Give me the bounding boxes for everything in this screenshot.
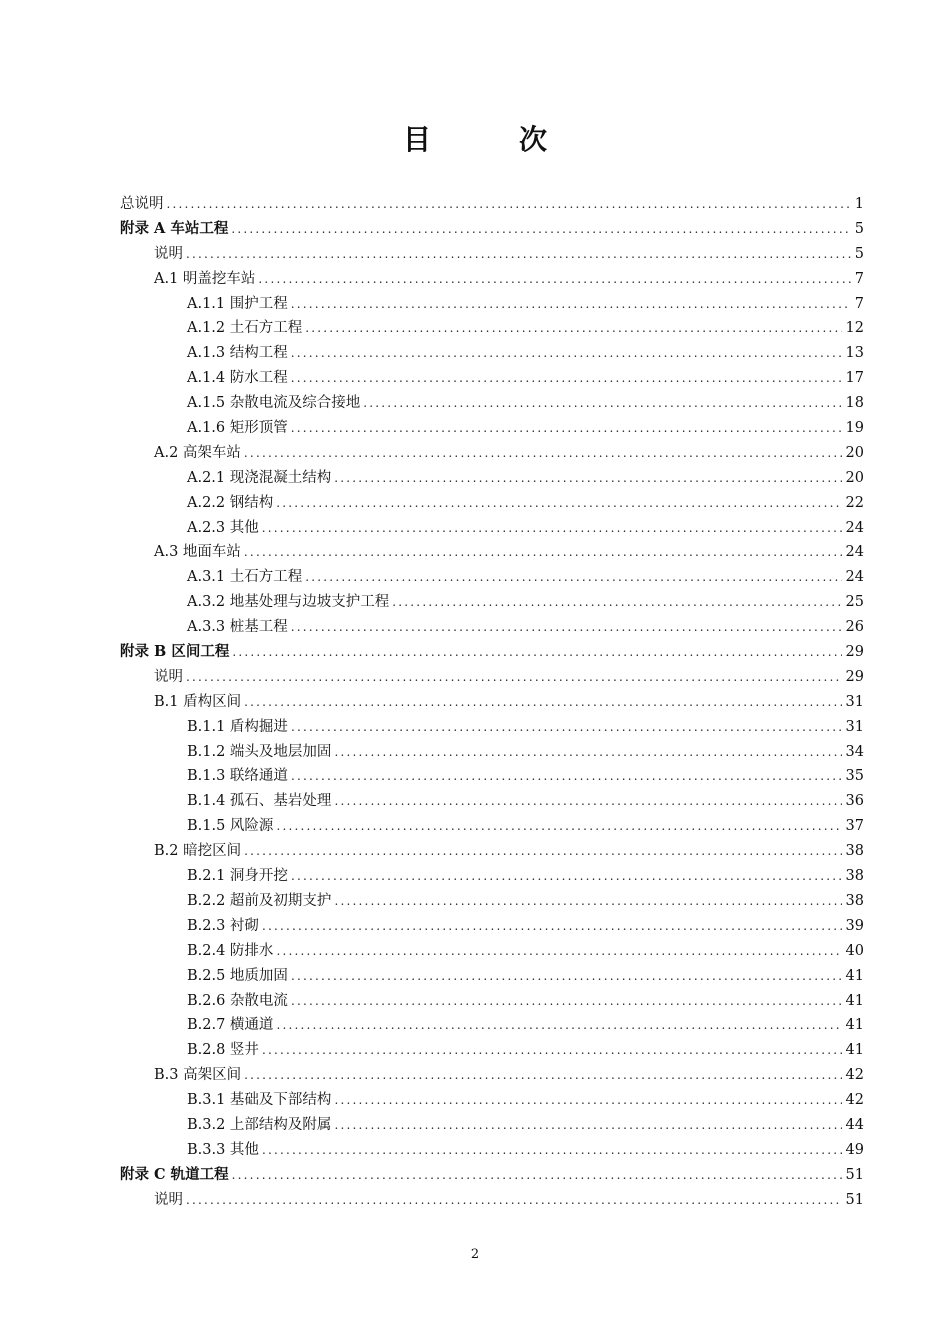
toc-entry[interactable] [120, 640, 864, 665]
toc-entry[interactable] [120, 939, 864, 964]
toc-entry[interactable] [120, 341, 864, 366]
toc-entry-label: 附录 C 轨道工程 [120, 1165, 229, 1183]
toc-dot-leader [291, 964, 842, 989]
toc-dot-leader [244, 441, 842, 466]
toc-dot-leader [334, 789, 841, 814]
toc-entry-page: 51 [845, 1166, 864, 1183]
toc-entry-page: 7 [854, 295, 864, 312]
toc-entry-label: A.1.5 杂散电流及综合接地 [187, 395, 361, 412]
toc-dot-leader [334, 740, 841, 765]
toc-entry-page: 24 [845, 569, 864, 586]
toc-entry-label: 说明 [154, 245, 183, 262]
toc-entry-label: B.3 高架区间 [154, 1067, 242, 1084]
toc-entry-page: 5 [854, 245, 864, 262]
toc-entry[interactable] [120, 516, 864, 541]
toc-dot-leader [291, 989, 842, 1014]
toc-dot-leader [262, 914, 842, 939]
toc-entry-page: 17 [845, 370, 864, 387]
toc-dot-leader [262, 516, 842, 541]
toc-entry-page: 42 [845, 1092, 864, 1109]
toc-entry-page: 26 [845, 619, 864, 636]
toc-entry-label: A.3 地面车站 [154, 544, 241, 561]
toc-dot-leader [186, 665, 842, 690]
toc-entry-label: A.2.2 钢结构 [187, 494, 274, 511]
toc-entry-page: 35 [845, 768, 864, 785]
toc-entry[interactable] [120, 989, 864, 1014]
toc-entry-label: B.1.5 风险源 [187, 818, 274, 835]
toc-entry-page: 12 [845, 320, 864, 337]
toc-entry[interactable] [120, 192, 864, 217]
toc-entry-label: 附录 B 区间工程 [120, 643, 230, 661]
toc-entry-page: 31 [845, 718, 864, 735]
toc-dot-leader [291, 715, 842, 740]
toc-entry-label: B.2.4 防排水 [187, 942, 274, 959]
toc-dot-leader [231, 217, 850, 242]
toc-entry[interactable] [120, 789, 864, 814]
toc-entry-page: 24 [845, 519, 864, 536]
toc-entry-page: 34 [845, 743, 864, 760]
toc-entry[interactable] [120, 1013, 864, 1038]
toc-entry[interactable] [120, 1163, 864, 1188]
toc-entry-label: 说明 [154, 668, 183, 685]
toc-dot-leader [262, 1038, 842, 1063]
toc-entry[interactable] [120, 864, 864, 889]
toc-entry-page: 29 [845, 668, 864, 685]
toc-entry[interactable] [120, 565, 864, 590]
toc-entry-label: 说明 [154, 1191, 183, 1208]
toc-entry-page: 24 [845, 544, 864, 561]
toc-entry-label: B.2.7 横通道 [187, 1017, 274, 1034]
toc-entry[interactable] [120, 441, 864, 466]
toc-entry[interactable] [120, 316, 864, 341]
toc-entry-page: 19 [845, 420, 864, 437]
toc-entry[interactable] [120, 615, 864, 640]
toc-entry[interactable] [120, 1088, 864, 1113]
toc-entry-label: B.2.8 竖井 [187, 1042, 259, 1059]
toc-dot-leader [305, 316, 841, 341]
toc-entry-label: B.2.2 超前及初期支护 [187, 892, 332, 909]
toc-entry[interactable] [120, 964, 864, 989]
toc-entry[interactable] [120, 1113, 864, 1138]
toc-dot-leader [186, 1188, 842, 1213]
toc-entry-label: A.1.3 结构工程 [187, 345, 288, 362]
toc-entry[interactable] [120, 814, 864, 839]
toc-dot-leader [291, 341, 842, 366]
toc-dot-leader [244, 690, 841, 715]
toc-entry-page: 25 [845, 594, 864, 611]
toc-entry-label: B.2.6 杂散电流 [187, 992, 288, 1009]
toc-entry[interactable] [120, 267, 864, 292]
toc-entry-page: 38 [845, 868, 864, 885]
toc-entry-label: A.1 明盖挖车站 [154, 270, 256, 287]
toc-entry-page: 39 [845, 917, 864, 934]
toc-dot-leader [291, 764, 842, 789]
table-of-contents [120, 192, 864, 1213]
toc-entry[interactable] [120, 242, 864, 267]
toc-entry[interactable] [120, 914, 864, 939]
toc-dot-leader [244, 839, 841, 864]
toc-entry-page: 29 [845, 644, 864, 661]
toc-entry-label: B.2.3 衬砌 [187, 917, 259, 934]
toc-entry[interactable] [120, 366, 864, 391]
toc-dot-leader [363, 391, 841, 416]
toc-entry[interactable] [120, 740, 864, 765]
toc-dot-leader [262, 1138, 842, 1163]
toc-entry-page: 41 [845, 1017, 864, 1034]
toc-entry-page: 7 [854, 270, 864, 287]
toc-dot-leader [291, 864, 842, 889]
toc-entry-page: 37 [845, 818, 864, 835]
toc-entry-page: 38 [845, 892, 864, 909]
toc-entry-page: 42 [845, 1067, 864, 1084]
toc-dot-leader [258, 267, 850, 292]
toc-entry[interactable] [120, 665, 864, 690]
toc-dot-leader [334, 466, 841, 491]
toc-entry[interactable] [120, 491, 864, 516]
toc-entry-page: 18 [845, 395, 864, 412]
toc-entry[interactable] [120, 217, 864, 242]
toc-entry-page: 41 [845, 967, 864, 984]
toc-entry-label: B.3.3 其他 [187, 1141, 259, 1158]
toc-entry[interactable] [120, 690, 864, 715]
toc-entry-label: A.3.2 地基处理与边坡支护工程 [187, 594, 390, 611]
toc-entry-label: B.2.1 洞身开挖 [187, 868, 288, 885]
toc-entry-page: 36 [845, 793, 864, 810]
toc-entry-label: A.3.1 土石方工程 [187, 569, 303, 586]
toc-entry[interactable] [120, 1188, 864, 1213]
toc-entry-label: B.2 暗挖区间 [154, 843, 242, 860]
toc-entry-page: 1 [854, 196, 864, 212]
toc-entry[interactable] [120, 764, 864, 789]
toc-dot-leader [392, 590, 841, 615]
toc-entry-page: 5 [854, 220, 864, 237]
toc-entry-label: B.1.3 联络通道 [187, 768, 288, 785]
toc-dot-leader [334, 1088, 841, 1113]
toc-dot-leader [244, 540, 842, 565]
toc-dot-leader [291, 292, 851, 317]
toc-entry-page: 40 [845, 942, 864, 959]
toc-entry-label: 附录 A 车站工程 [120, 219, 229, 237]
toc-entry-page: 51 [845, 1191, 864, 1208]
toc-entry-label: B.1 盾构区间 [154, 693, 242, 710]
toc-entry-page: 20 [845, 444, 864, 461]
toc-entry-label: A.2.3 其他 [187, 519, 259, 536]
toc-entry-page: 38 [845, 843, 864, 860]
toc-dot-leader [232, 640, 841, 665]
toc-entry[interactable] [120, 1138, 864, 1163]
toc-dot-leader [334, 1113, 841, 1138]
toc-entry[interactable] [120, 1063, 864, 1088]
toc-entry[interactable] [120, 416, 864, 441]
toc-dot-leader [291, 366, 842, 391]
toc-entry[interactable] [120, 715, 864, 740]
toc-dot-leader [276, 1013, 841, 1038]
toc-entry-label: B.1.2 端头及地层加固 [187, 743, 332, 760]
toc-entry[interactable] [120, 540, 864, 565]
toc-entry-label: B.3.1 基础及下部结构 [187, 1092, 332, 1109]
toc-dot-leader [334, 889, 841, 914]
toc-entry-label: A.1.2 土石方工程 [187, 320, 303, 337]
toc-entry-label: B.1.4 孤石、基岩处理 [187, 793, 332, 810]
toc-entry-page: 44 [845, 1116, 864, 1133]
toc-entry[interactable] [120, 391, 864, 416]
toc-entry-label: A.1.1 围护工程 [187, 295, 288, 312]
toc-entry[interactable] [120, 590, 864, 615]
toc-entry-page: 13 [845, 345, 864, 362]
toc-entry[interactable] [120, 889, 864, 914]
toc-entry-page: 41 [845, 992, 864, 1009]
toc-dot-leader [244, 1063, 841, 1088]
toc-entry-label: A.3.3 桩基工程 [187, 619, 288, 636]
toc-entry-label: 总说明 [120, 196, 164, 212]
toc-entry-label: A.1.6 矩形顶管 [187, 420, 288, 437]
toc-entry-page: 20 [845, 469, 864, 486]
toc-entry-label: B.3.2 上部结构及附属 [187, 1116, 332, 1133]
toc-dot-leader [291, 416, 842, 441]
toc-dot-leader [276, 491, 841, 516]
toc-entry[interactable] [120, 1038, 864, 1063]
toc-entry-label: B.1.1 盾构掘进 [187, 718, 288, 735]
toc-dot-leader [276, 939, 841, 964]
toc-dot-leader [186, 242, 851, 267]
toc-entry-label: A.2 高架车站 [154, 444, 241, 461]
toc-entry-label: B.2.5 地质加固 [187, 967, 288, 984]
toc-dot-leader [167, 192, 851, 217]
toc-dot-leader [276, 814, 841, 839]
toc-entry-page: 22 [845, 494, 864, 511]
toc-entry-page: 49 [845, 1141, 864, 1158]
toc-dot-leader [305, 565, 841, 590]
toc-entry[interactable] [120, 292, 864, 317]
toc-dot-leader [291, 615, 842, 640]
toc-entry-page: 31 [845, 693, 864, 710]
toc-entry-label: A.2.1 现浇混凝土结构 [187, 469, 332, 486]
toc-entry-label: A.1.4 防水工程 [187, 370, 288, 387]
page-title: 目 次 [402, 123, 577, 156]
toc-dot-leader [232, 1163, 842, 1188]
toc-entry[interactable] [120, 839, 864, 864]
page-number: 2 [470, 1247, 480, 1262]
toc-entry[interactable] [120, 466, 864, 491]
toc-entry-page: 41 [845, 1042, 864, 1059]
